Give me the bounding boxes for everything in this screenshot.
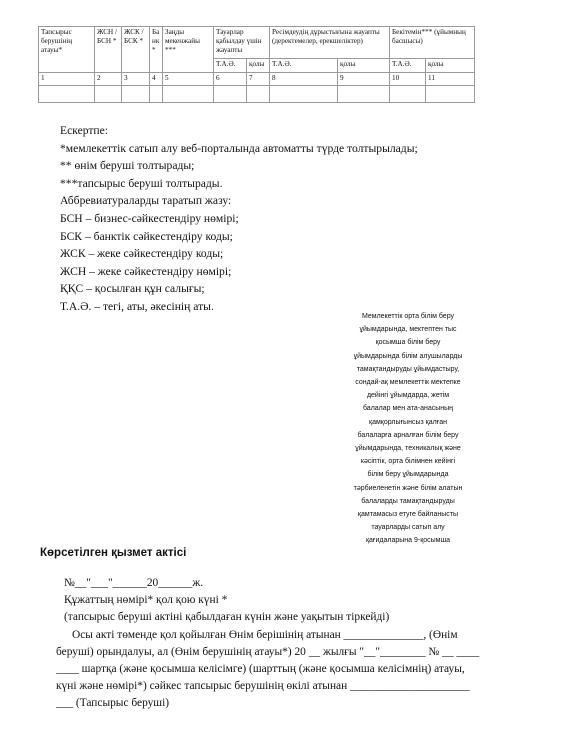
col-number: 8 <box>270 73 338 86</box>
sub-sign-1: қолы <box>247 59 270 73</box>
col-number: 7 <box>247 73 270 86</box>
header-jsn-bsn: ЖСН / БСН * <box>95 27 122 73</box>
note-line: *мемлекеттік сатып алу веб-порталында автоматты түрде толтырылады; <box>60 141 418 155</box>
act-paragraph-line: ____ шартқа (және қосымша келісімге) (шарттың (және қосымша келісімнің) атауы, <box>56 663 465 676</box>
act-paragraph-line: Осы акті төменде қол қойылған Өнім берішінің атынан ______________, (Өнім <box>72 628 458 641</box>
col-number: 6 <box>214 73 247 86</box>
appendix-line: қамтамасыз етуге байланысты <box>357 511 459 519</box>
abbreviation-line: ҚҚС – қосылған құн салығы; <box>60 282 205 296</box>
empty-cell <box>150 86 163 103</box>
table-header-row <box>39 27 475 59</box>
abbreviations-title: Аббревиатураларды таратып жазу: <box>60 194 232 208</box>
col-number: 11 <box>426 73 475 86</box>
appendix-line: тәрбиеленетін және білім алатын <box>353 484 463 492</box>
act-number-date: №__"___"______20______ж. <box>64 577 204 589</box>
notes-title: Ескертпе: <box>60 124 108 137</box>
appendix-line: балаларды тамақтандыруды <box>361 497 455 505</box>
appendix-line: тауарларды сатып алу <box>371 524 445 532</box>
col-number: 10 <box>390 73 426 86</box>
abbreviation-line: ЖСК – жеке сәйкестендіру коды; <box>60 247 224 261</box>
appendix-line: тамақтандыруды ұйымдастыру, <box>356 365 460 373</box>
header-jsk-bsk: ЖСК / БСК * <box>122 27 150 73</box>
document-number-date: Құжаттың нөмірі* қол қою күні * <box>64 594 228 607</box>
table-empty-row <box>39 86 475 103</box>
sub-sign-2: қолы <box>338 59 390 73</box>
notes-block <box>60 122 418 316</box>
header-received: Тауарлар қабылдау үшін жауапты <box>214 27 270 59</box>
header-compliance: Ресімдеудің дұрыстығына жауапты (деректемелер, ерекшеліктер) <box>270 27 390 59</box>
abbreviation-line: Т.А.Ә. – тегі, аты, әкесінің аты. <box>60 299 214 313</box>
appendix-line: ұйымдарында білім алушыларды <box>353 352 463 360</box>
sub-fio-1: Т.А.Ә. <box>214 59 247 73</box>
appendix-line: ұйымдарында, мектептен тыс <box>359 326 457 334</box>
empty-cell <box>214 86 247 103</box>
note-line: ** өнім беруші толтырады; <box>60 159 195 173</box>
appendix-line: білім беру ұйымдарында <box>367 471 449 479</box>
act-paragraph-line: күні және нөмірі*) сәйкес тапсырыс берушінің өкілі атынан _____________________ <box>56 680 470 693</box>
appendix-line: дейінгі ұйымдарда, жетім <box>366 392 450 400</box>
sub-sign-3: қолы <box>426 59 475 73</box>
header-supplier: Тапсырыс берушінің атауы* <box>39 27 95 73</box>
appendix-line: қағидаларына 9-қосымша <box>365 537 451 545</box>
goods-table-wrapper <box>38 26 474 103</box>
header-address: Заңды мекенжайы *** <box>163 27 214 73</box>
empty-cell <box>95 86 122 103</box>
appendix-line: кәсіптік, орта білімнен кейінгі <box>360 458 456 466</box>
empty-cell <box>390 86 426 103</box>
appendix-line: балаларға арналған білім беру <box>357 431 459 439</box>
empty-cell <box>338 86 390 103</box>
empty-cell <box>122 86 150 103</box>
col-number: 4 <box>150 73 163 86</box>
header-approve: Бекітемін*** (ұйымның басшысы) <box>390 27 475 59</box>
empty-cell <box>163 86 214 103</box>
appendix-line: қосымша білім беру <box>375 339 441 347</box>
appendix-line: Мемлекеттік орта білім беру <box>361 313 455 320</box>
col-number: 1 <box>39 73 95 86</box>
goods-table <box>38 26 475 103</box>
note-line: ***тапсырыс беруші толтырады. <box>60 176 223 190</box>
abbreviation-line: ЖСН – жеке сәйкестендіру нөмірі; <box>60 264 232 278</box>
header-bank: Банк * <box>150 27 163 73</box>
document-number-note: (тапсырыс беруші актіні қабылдаған күнін және уақытын тіркейді) <box>64 611 390 624</box>
appendix-line: ұйымдарында, техникалық және <box>355 445 461 453</box>
appendix-line: балалар мен ата-анасының <box>362 405 454 413</box>
act-paragraph-line: беруші) орындалуы, ал (Өнім берушінің атауы*) 20 __ жылғы "__"________ № __ ____ <box>56 645 480 658</box>
col-number: 9 <box>338 73 390 86</box>
col-number: 5 <box>163 73 214 86</box>
act-body <box>56 575 542 713</box>
abbreviation-line: БСН – бизнес-сәйкестендіру нөмірі; <box>60 211 239 225</box>
appendix-note <box>333 310 483 548</box>
col-number: 2 <box>95 73 122 86</box>
act-paragraph-line: ___ (Тапсырыс беруші) <box>56 697 170 710</box>
appendix-line: сондай-ақ мемлекеттік мектепке <box>355 379 461 387</box>
empty-cell <box>426 86 475 103</box>
sub-fio-3: Т.А.Ә. <box>390 59 426 73</box>
col-number: 3 <box>122 73 150 86</box>
appendix-line: қамқорлығынсыз қалған <box>369 418 447 426</box>
table-number-row <box>39 73 475 86</box>
act-heading: Көрсетілген қызмет актісі <box>40 547 187 559</box>
empty-cell <box>39 86 95 103</box>
empty-cell <box>247 86 270 103</box>
sub-fio-2: Т.А.Ә. <box>270 59 338 73</box>
empty-cell <box>270 86 338 103</box>
abbreviation-line: БСК – банктік сәйкестендіру коды; <box>60 229 233 243</box>
